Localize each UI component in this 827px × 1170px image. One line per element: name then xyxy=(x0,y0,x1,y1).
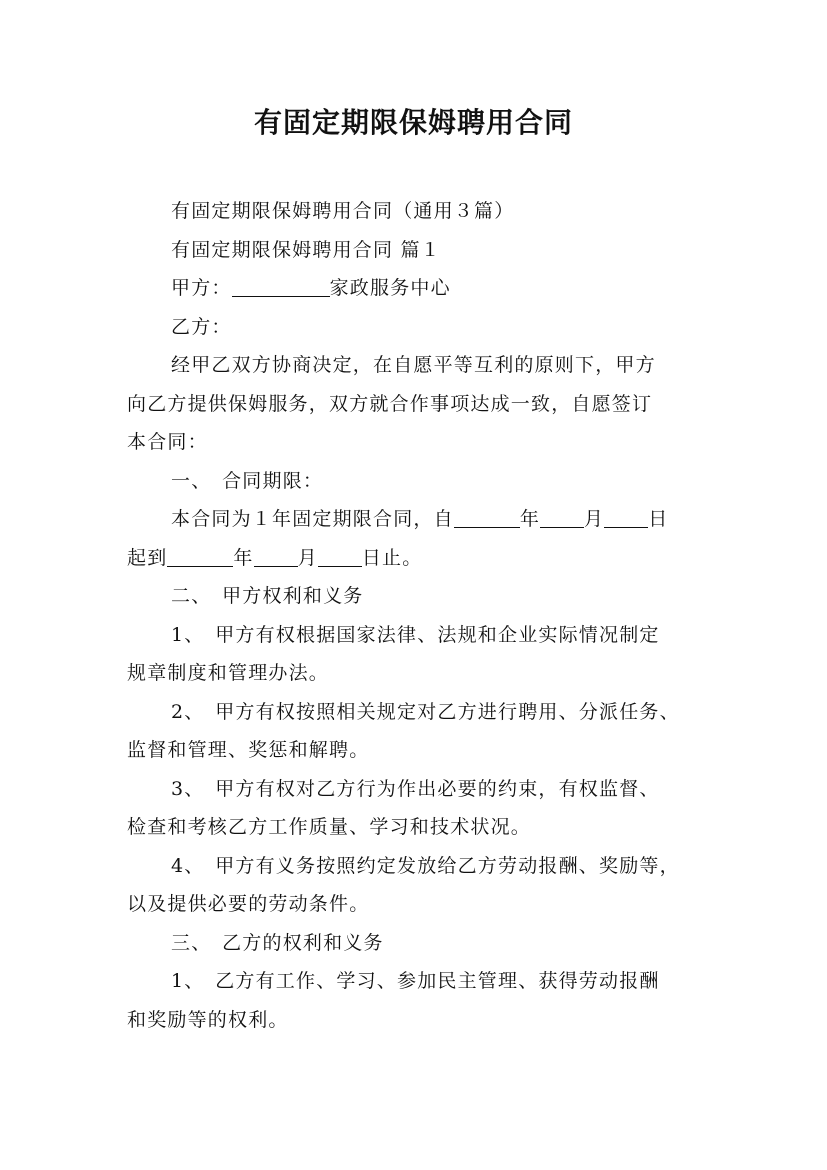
sec2-item-4-line-2: 以及提供必要的劳动条件。 xyxy=(127,893,370,915)
section-2-heading: 二、 甲方权利和义务 xyxy=(171,585,364,607)
term-line-2 xyxy=(127,539,705,578)
month-label: 月 xyxy=(584,508,605,530)
document-subtitle: 有固定期限保姆聘用合同（通用３篇） xyxy=(171,200,515,222)
month-label: 月 xyxy=(297,546,318,569)
intro-line-3: 本合同： xyxy=(127,431,208,453)
intro-line-2: 向乙方提供保姆服务，双方就合作事项达成一致，自愿签订 xyxy=(127,392,653,415)
party-b-line: 乙方： xyxy=(171,315,232,338)
sec2-item-2-line-1: 2、 甲方有权按照相关规定对乙方进行聘用、分派任务、 xyxy=(171,700,680,723)
year-label: 年 xyxy=(519,508,541,530)
sec2-item-3-line-2: 检查和考核乙方工作质量、学习和技术状况。 xyxy=(127,816,532,838)
end-day-blank xyxy=(318,547,362,567)
party-a-line xyxy=(127,269,705,308)
chapter-heading: 有固定期限保姆聘用合同 篇１ xyxy=(171,238,441,261)
end-month-blank xyxy=(254,547,298,567)
document-title: 有固定期限保姆聘用合同 xyxy=(253,106,573,139)
section-3-heading: 三、 乙方的权利和义务 xyxy=(171,931,384,954)
party-a-name: 家政服务中心 xyxy=(329,277,451,299)
start-day-blank xyxy=(604,508,648,528)
end-year-blank xyxy=(167,547,233,567)
document-body xyxy=(127,192,705,1039)
sec2-item-4-line-1: 4、 甲方有义务按照约定发放给乙方劳动报酬、奖励等， xyxy=(171,854,680,877)
year-label: 年 xyxy=(233,546,254,569)
term-start-text: 本合同为１年固定期限合同，自 xyxy=(171,508,454,530)
term-until-text: 起到 xyxy=(127,546,168,569)
party-a-label: 甲方： xyxy=(171,277,232,299)
sec3-item-1-line-2: 和奖励等的权利。 xyxy=(127,1008,289,1031)
sec2-item-1-line-1: 1、 甲方有权根据国家法律、法规和企业实际情况制定 xyxy=(171,623,660,646)
term-end-text: 日止。 xyxy=(361,546,423,569)
party-a-blank xyxy=(232,277,330,297)
day-label: 日 xyxy=(648,508,669,530)
term-line-1 xyxy=(127,500,705,539)
start-month-blank xyxy=(540,508,584,528)
sec3-item-1-line-1: 1、 乙方有工作、学习、参加民主管理、获得劳动报酬 xyxy=(171,970,660,992)
sec2-item-1-line-2: 规章制度和管理办法。 xyxy=(127,662,330,684)
start-year-blank xyxy=(454,508,520,528)
section-1-heading: 一、 合同期限： xyxy=(171,469,324,492)
intro-line-1: 经甲乙双方协商决定，在自愿平等互利的原则下，甲方 xyxy=(171,354,656,376)
sec2-item-2-line-2: 监督和管理、奖惩和解聘。 xyxy=(127,739,370,761)
sec2-item-3-line-1: 3、 甲方有权对乙方行为作出必要的约束，有权监督、 xyxy=(171,777,660,800)
